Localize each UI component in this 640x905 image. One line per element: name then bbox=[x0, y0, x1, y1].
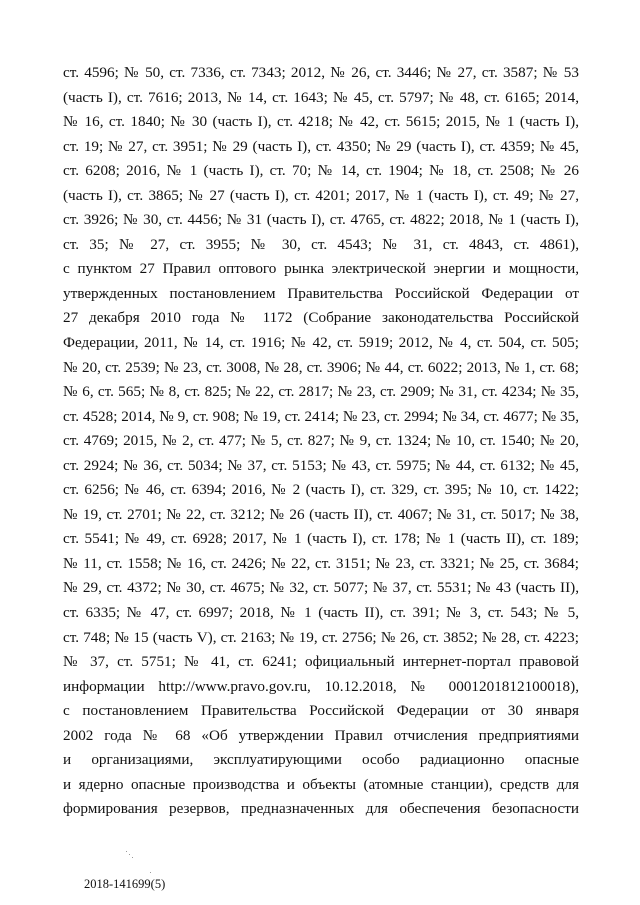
text-line: 27 декабря 2010 года № 1172 (Собрание законодательства Российской bbox=[63, 309, 579, 327]
text-line: ст. 2924; № 36, ст. 5034; № 37, ст. 5153; № 43, ст. 5975; № 44, ст. 6132; № 45, bbox=[63, 456, 579, 474]
text-line: ст. 3926; № 30, ст. 4456; № 31 (часть I), ст. 4765, ст. 4822; 2018, № 1 (часть I), bbox=[63, 211, 579, 229]
text-line: с пунктом 27 Правил оптового рынка электрической энергии и мощности, bbox=[63, 260, 579, 278]
text-line: № 16, ст. 1840; № 30 (часть I), ст. 4218; № 42, ст. 5615; 2015, № 1 (часть I), bbox=[63, 113, 579, 131]
text-line: ст. 6208; 2016, № 1 (часть I), ст. 70; № 14, ст. 1904; № 18, ст. 2508; № 26 bbox=[63, 162, 579, 180]
text-line: № 37, ст. 5751; № 41, ст. 6241; официальный интернет-портал правовой bbox=[63, 653, 579, 671]
scan-speck bbox=[150, 872, 151, 873]
text-line: ст. 748; № 15 (часть V), ст. 2163; № 19, ст. 2756; № 26, ст. 3852; № 28, ст. 4223; bbox=[63, 628, 579, 646]
text-line: ст. 6335; № 47, ст. 6997; 2018, № 1 (часть II), ст. 391; № 3, ст. 543; № 5, bbox=[63, 604, 579, 622]
text-line: утвержденных постановлением Правительства Российской Федерации от bbox=[63, 284, 579, 302]
text-line: № 19, ст. 2701; № 22, ст. 3212; № 26 (часть II), ст. 4067; № 31, ст. 5017; № 38, bbox=[63, 505, 579, 523]
text-line: (часть I), ст. 7616; 2013, № 14, ст. 1643; № 45, ст. 5797; № 48, ст. 6165; 2014, bbox=[63, 88, 579, 106]
text-line: № 6, ст. 565; № 8, ст. 825; № 22, ст. 2817; № 23, ст. 2909; № 31, ст. 4234; № 35, bbox=[63, 383, 579, 401]
text-line: информации http://www.pravo.gov.ru, 10.12.2018, № 0001201812100018), bbox=[63, 677, 579, 695]
text-line: ст. 5541; № 49, ст. 6928; 2017, № 1 (часть I), ст. 178; № 1 (часть II), ст. 189; bbox=[63, 530, 579, 548]
text-line: № 20, ст. 2539; № 23, ст. 3008, № 28, ст. 3906; № 44, ст. 6022; 2013, № 1, ст. 68; bbox=[63, 358, 579, 376]
text-line: формирования резервов, предназначенных для обеспечения безопасности bbox=[63, 800, 579, 818]
text-line: ст. 6256; № 46, ст. 6394; 2016, № 2 (часть I), ст. 329, ст. 395; № 10, ст. 1422; bbox=[63, 481, 579, 499]
text-line: 2002 года № 68 «Об утверждении Правил отчисления предприятиями bbox=[63, 726, 579, 744]
scan-speck bbox=[129, 854, 130, 855]
text-line: ст. 4769; 2015, № 2, ст. 477; № 5, ст. 827; № 9, ст. 1324; № 10, ст. 1540; № 20, bbox=[63, 432, 579, 450]
text-line: ст. 4596; № 50, ст. 7336, ст. 7343; 2012, № 26, ст. 3446; № 27, ст. 3587; № 53 bbox=[63, 64, 579, 81]
document-footer-id: 2018-141699(5) bbox=[84, 877, 166, 891]
text-line: ст. 35; № 27, ст. 3955; № 30, ст. 4543; № 31, ст. 4843, ст. 4861), bbox=[63, 235, 579, 253]
text-line: Федерации, 2011, № 14, ст. 1916; № 42, ст. 5919; 2012, № 4, ст. 504, ст. 505; bbox=[63, 334, 579, 352]
text-line: с постановлением Правительства Российской Федерации от 30 января bbox=[63, 702, 579, 720]
text-line: ст. 19; № 27, ст. 3951; № 29 (часть I), ст. 4350; № 29 (часть I), ст. 4359; № 45, bbox=[63, 137, 579, 155]
document-body-text bbox=[63, 61, 579, 822]
text-line: № 29, ст. 4372; № 30, ст. 4675; № 32, ст. 5077; № 37, ст. 5531; № 43 (часть II), bbox=[63, 579, 579, 597]
text-line: и организациями, эксплуатирующими особо радиационно опасные bbox=[63, 751, 579, 769]
scan-speck bbox=[126, 851, 127, 852]
text-line: ст. 4528; 2014, № 9, ст. 908; № 19, ст. 2414; № 23, ст. 2994; № 34, ст. 4677; № 35, bbox=[63, 407, 579, 425]
text-line: № 11, ст. 1558; № 16, ст. 2426; № 22, ст. 3151; № 23, ст. 3321; № 25, ст. 3684; bbox=[63, 554, 579, 572]
scan-speck bbox=[132, 857, 133, 858]
text-line: (часть I), ст. 3865; № 27 (часть I), ст. 4201; 2017, № 1 (часть I), ст. 49; № 27, bbox=[63, 186, 579, 204]
text-line: и ядерно опасные производства и объекты (атомные станции), средств для bbox=[63, 775, 579, 793]
